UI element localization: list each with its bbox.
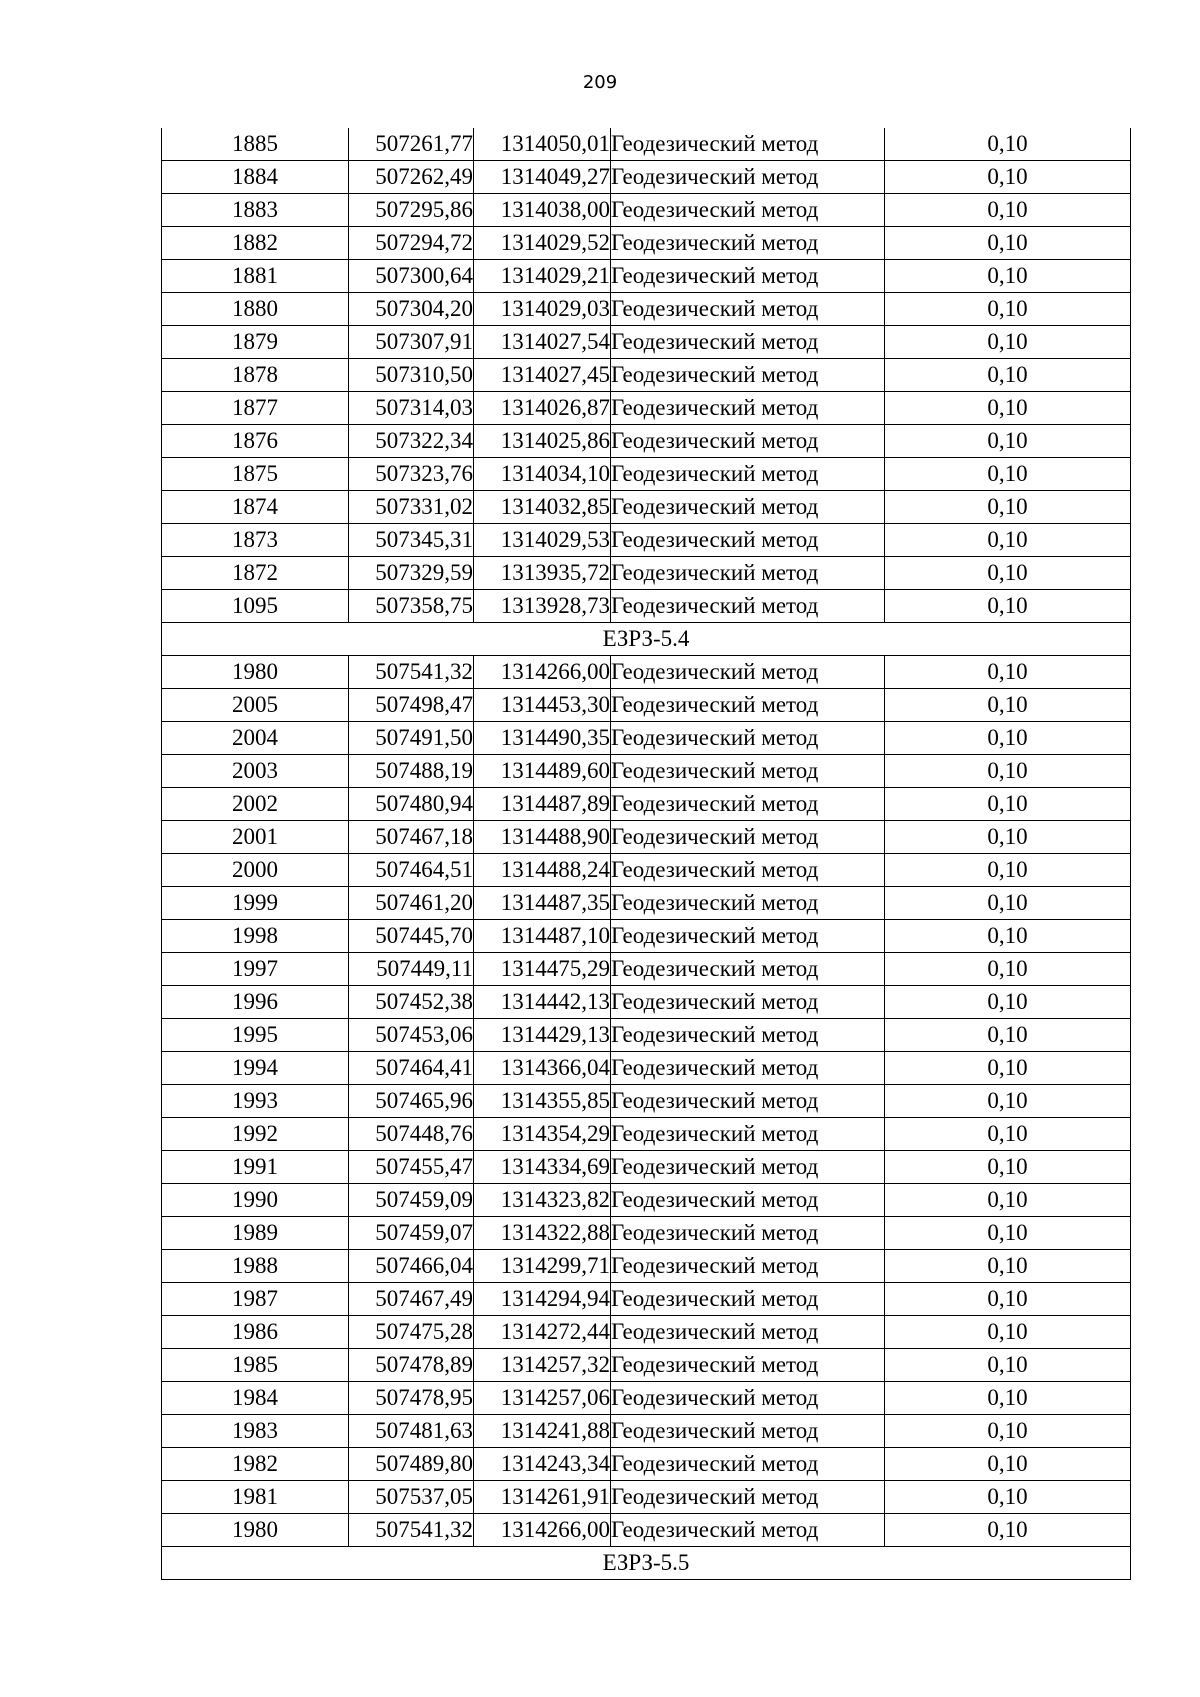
table-row	[162, 161, 1131, 194]
method-cell: Геодезический метод	[611, 821, 885, 854]
accuracy-cell: 0,10	[885, 1151, 1131, 1184]
accuracy-cell: 0,10	[885, 1019, 1131, 1052]
table-row	[162, 1217, 1131, 1250]
y-coordinate-cell: 1314050,01	[474, 128, 611, 161]
y-coordinate-cell: 1314366,04	[474, 1052, 611, 1085]
y-coordinate-cell: 1314294,94	[474, 1283, 611, 1316]
x-coordinate-cell: 507475,28	[349, 1316, 474, 1349]
table-row	[162, 1448, 1131, 1481]
y-coordinate-cell: 1314029,53	[474, 524, 611, 557]
point-number-cell: 1993	[162, 1085, 349, 1118]
y-coordinate-cell: 1314257,06	[474, 1382, 611, 1415]
accuracy-cell: 0,10	[885, 1052, 1131, 1085]
method-cell: Геодезический метод	[611, 920, 885, 953]
section-title: ЕЗРЗ-5.4	[162, 623, 1131, 656]
y-coordinate-cell: 1314029,21	[474, 260, 611, 293]
point-number-cell: 2003	[162, 755, 349, 788]
method-cell: Геодезический метод	[611, 1184, 885, 1217]
accuracy-cell: 0,10	[885, 557, 1131, 590]
y-coordinate-cell: 1314354,29	[474, 1118, 611, 1151]
table-row	[162, 1118, 1131, 1151]
method-cell: Геодезический метод	[611, 755, 885, 788]
accuracy-cell: 0,10	[885, 458, 1131, 491]
table-row	[162, 986, 1131, 1019]
point-number-cell: 2002	[162, 788, 349, 821]
method-cell: Геодезический метод	[611, 887, 885, 920]
accuracy-cell: 0,10	[885, 392, 1131, 425]
method-cell: Геодезический метод	[611, 656, 885, 689]
point-number-cell: 1986	[162, 1316, 349, 1349]
method-cell: Геодезический метод	[611, 986, 885, 1019]
y-coordinate-cell: 1314488,24	[474, 854, 611, 887]
x-coordinate-cell: 507314,03	[349, 392, 474, 425]
table-row	[162, 227, 1131, 260]
table-row	[162, 425, 1131, 458]
point-number-cell: 1872	[162, 557, 349, 590]
x-coordinate-cell: 507322,34	[349, 425, 474, 458]
method-cell: Геодезический метод	[611, 128, 885, 161]
point-number-cell: 2005	[162, 689, 349, 722]
y-coordinate-cell: 1314323,82	[474, 1184, 611, 1217]
table-row	[162, 557, 1131, 590]
y-coordinate-cell: 1314489,60	[474, 755, 611, 788]
point-number-cell: 1992	[162, 1118, 349, 1151]
y-coordinate-cell: 1314029,52	[474, 227, 611, 260]
x-coordinate-cell: 507452,38	[349, 986, 474, 1019]
x-coordinate-cell: 507449,11	[349, 953, 474, 986]
table-row	[162, 689, 1131, 722]
accuracy-cell: 0,10	[885, 1250, 1131, 1283]
point-number-cell: 1876	[162, 425, 349, 458]
point-number-cell: 1880	[162, 293, 349, 326]
x-coordinate-cell: 507331,02	[349, 491, 474, 524]
y-coordinate-cell: 1314027,45	[474, 359, 611, 392]
x-coordinate-cell: 507467,18	[349, 821, 474, 854]
table-row	[162, 1283, 1131, 1316]
x-coordinate-cell: 507461,20	[349, 887, 474, 920]
y-coordinate-cell: 1314049,27	[474, 161, 611, 194]
accuracy-cell: 0,10	[885, 1448, 1131, 1481]
x-coordinate-cell: 507464,51	[349, 854, 474, 887]
table-row	[162, 491, 1131, 524]
x-coordinate-cell: 507541,32	[349, 656, 474, 689]
method-cell: Геодезический метод	[611, 491, 885, 524]
accuracy-cell: 0,10	[885, 491, 1131, 524]
x-coordinate-cell: 507295,86	[349, 194, 474, 227]
point-number-cell: 2004	[162, 722, 349, 755]
x-coordinate-cell: 507541,32	[349, 1514, 474, 1547]
y-coordinate-cell: 1314029,03	[474, 293, 611, 326]
x-coordinate-cell: 507261,77	[349, 128, 474, 161]
y-coordinate-cell: 1314299,71	[474, 1250, 611, 1283]
x-coordinate-cell: 507345,31	[349, 524, 474, 557]
y-coordinate-cell: 1314266,00	[474, 1514, 611, 1547]
x-coordinate-cell: 507358,75	[349, 590, 474, 623]
method-cell: Геодезический метод	[611, 854, 885, 887]
accuracy-cell: 0,10	[885, 755, 1131, 788]
x-coordinate-cell: 507453,06	[349, 1019, 474, 1052]
point-number-cell: 1997	[162, 953, 349, 986]
point-number-cell: 2000	[162, 854, 349, 887]
table-row	[162, 1481, 1131, 1514]
point-number-cell: 1995	[162, 1019, 349, 1052]
accuracy-cell: 0,10	[885, 788, 1131, 821]
coordinates-table	[161, 128, 1131, 1580]
accuracy-cell: 0,10	[885, 590, 1131, 623]
accuracy-cell: 0,10	[885, 656, 1131, 689]
point-number-cell: 1998	[162, 920, 349, 953]
table-row	[162, 755, 1131, 788]
x-coordinate-cell: 507480,94	[349, 788, 474, 821]
accuracy-cell: 0,10	[885, 326, 1131, 359]
y-coordinate-cell: 1314257,32	[474, 1349, 611, 1382]
y-coordinate-cell: 1314490,35	[474, 722, 611, 755]
method-cell: Геодезический метод	[611, 392, 885, 425]
table-row	[162, 1514, 1131, 1547]
method-cell: Геодезический метод	[611, 227, 885, 260]
y-coordinate-cell: 1313928,73	[474, 590, 611, 623]
y-coordinate-cell: 1314475,29	[474, 953, 611, 986]
table-row	[162, 458, 1131, 491]
accuracy-cell: 0,10	[885, 425, 1131, 458]
accuracy-cell: 0,10	[885, 953, 1131, 986]
y-coordinate-cell: 1314027,54	[474, 326, 611, 359]
point-number-cell: 1983	[162, 1415, 349, 1448]
point-number-cell: 1982	[162, 1448, 349, 1481]
table-row	[162, 194, 1131, 227]
x-coordinate-cell: 507498,47	[349, 689, 474, 722]
y-coordinate-cell: 1314487,35	[474, 887, 611, 920]
x-coordinate-cell: 507478,95	[349, 1382, 474, 1415]
method-cell: Геодезический метод	[611, 1283, 885, 1316]
table-row	[162, 1316, 1131, 1349]
x-coordinate-cell: 507467,49	[349, 1283, 474, 1316]
x-coordinate-cell: 507537,05	[349, 1481, 474, 1514]
y-coordinate-cell: 1314026,87	[474, 392, 611, 425]
method-cell: Геодезический метод	[611, 359, 885, 392]
point-number-cell: 1095	[162, 590, 349, 623]
accuracy-cell: 0,10	[885, 920, 1131, 953]
accuracy-cell: 0,10	[885, 359, 1131, 392]
point-number-cell: 1996	[162, 986, 349, 1019]
method-cell: Геодезический метод	[611, 326, 885, 359]
table-row	[162, 953, 1131, 986]
section-title: ЕЗРЗ-5.5	[162, 1547, 1131, 1580]
method-cell: Геодезический метод	[611, 1514, 885, 1547]
method-cell: Геодезический метод	[611, 425, 885, 458]
x-coordinate-cell: 507488,19	[349, 755, 474, 788]
x-coordinate-cell: 507323,76	[349, 458, 474, 491]
point-number-cell: 1885	[162, 128, 349, 161]
point-number-cell: 1989	[162, 1217, 349, 1250]
accuracy-cell: 0,10	[885, 1514, 1131, 1547]
point-number-cell: 1879	[162, 326, 349, 359]
y-coordinate-cell: 1314453,30	[474, 689, 611, 722]
x-coordinate-cell: 507459,09	[349, 1184, 474, 1217]
method-cell: Геодезический метод	[611, 1019, 885, 1052]
point-number-cell: 1980	[162, 1514, 349, 1547]
point-number-cell: 1985	[162, 1349, 349, 1382]
accuracy-cell: 0,10	[885, 1316, 1131, 1349]
y-coordinate-cell: 1314266,00	[474, 656, 611, 689]
y-coordinate-cell: 1314442,13	[474, 986, 611, 1019]
y-coordinate-cell: 1314429,13	[474, 1019, 611, 1052]
point-number-cell: 1884	[162, 161, 349, 194]
y-coordinate-cell: 1314025,86	[474, 425, 611, 458]
point-number-cell: 2001	[162, 821, 349, 854]
table-row	[162, 392, 1131, 425]
y-coordinate-cell: 1314488,90	[474, 821, 611, 854]
x-coordinate-cell: 507300,64	[349, 260, 474, 293]
table-row	[162, 590, 1131, 623]
method-cell: Геодезический метод	[611, 1349, 885, 1382]
point-number-cell: 1988	[162, 1250, 349, 1283]
method-cell: Геодезический метод	[611, 1151, 885, 1184]
method-cell: Геодезический метод	[611, 1415, 885, 1448]
point-number-cell: 1877	[162, 392, 349, 425]
y-coordinate-cell: 1314322,88	[474, 1217, 611, 1250]
point-number-cell: 1878	[162, 359, 349, 392]
accuracy-cell: 0,10	[885, 1283, 1131, 1316]
method-cell: Геодезический метод	[611, 590, 885, 623]
accuracy-cell: 0,10	[885, 689, 1131, 722]
accuracy-cell: 0,10	[885, 128, 1131, 161]
table-row	[162, 293, 1131, 326]
point-number-cell: 1874	[162, 491, 349, 524]
x-coordinate-cell: 507459,07	[349, 1217, 474, 1250]
table-row	[162, 1184, 1131, 1217]
accuracy-cell: 0,10	[885, 293, 1131, 326]
point-number-cell: 1873	[162, 524, 349, 557]
table-row	[162, 128, 1131, 161]
coordinates-table-body	[162, 128, 1131, 1580]
section-header-row	[162, 623, 1131, 656]
y-coordinate-cell: 1314038,00	[474, 194, 611, 227]
accuracy-cell: 0,10	[885, 260, 1131, 293]
method-cell: Геодезический метод	[611, 1382, 885, 1415]
point-number-cell: 1990	[162, 1184, 349, 1217]
page-number: 209	[582, 72, 618, 93]
point-number-cell: 1980	[162, 656, 349, 689]
accuracy-cell: 0,10	[885, 821, 1131, 854]
x-coordinate-cell: 507304,20	[349, 293, 474, 326]
x-coordinate-cell: 507310,50	[349, 359, 474, 392]
table-row	[162, 1151, 1131, 1184]
table-row	[162, 1349, 1131, 1382]
x-coordinate-cell: 507294,72	[349, 227, 474, 260]
section-header-row	[162, 1547, 1131, 1580]
method-cell: Геодезический метод	[611, 161, 885, 194]
table-row	[162, 854, 1131, 887]
x-coordinate-cell: 507478,89	[349, 1349, 474, 1382]
table-row	[162, 1382, 1131, 1415]
y-coordinate-cell: 1314334,69	[474, 1151, 611, 1184]
method-cell: Геодезический метод	[611, 557, 885, 590]
table-row	[162, 821, 1131, 854]
x-coordinate-cell: 507465,96	[349, 1085, 474, 1118]
x-coordinate-cell: 507445,70	[349, 920, 474, 953]
y-coordinate-cell: 1314241,88	[474, 1415, 611, 1448]
x-coordinate-cell: 507464,41	[349, 1052, 474, 1085]
table-row	[162, 920, 1131, 953]
x-coordinate-cell: 507448,76	[349, 1118, 474, 1151]
method-cell: Геодезический метод	[611, 194, 885, 227]
y-coordinate-cell: 1314034,10	[474, 458, 611, 491]
accuracy-cell: 0,10	[885, 887, 1131, 920]
accuracy-cell: 0,10	[885, 1349, 1131, 1382]
table-row	[162, 1250, 1131, 1283]
table-row	[162, 788, 1131, 821]
method-cell: Геодезический метод	[611, 1118, 885, 1151]
point-number-cell: 1883	[162, 194, 349, 227]
point-number-cell: 1994	[162, 1052, 349, 1085]
x-coordinate-cell: 507455,47	[349, 1151, 474, 1184]
table-row	[162, 656, 1131, 689]
method-cell: Геодезический метод	[611, 1448, 885, 1481]
method-cell: Геодезический метод	[611, 1250, 885, 1283]
y-coordinate-cell: 1314261,91	[474, 1481, 611, 1514]
x-coordinate-cell: 507466,04	[349, 1250, 474, 1283]
y-coordinate-cell: 1314032,85	[474, 491, 611, 524]
method-cell: Геодезический метод	[611, 788, 885, 821]
accuracy-cell: 0,10	[885, 1085, 1131, 1118]
x-coordinate-cell: 507481,63	[349, 1415, 474, 1448]
table-row	[162, 260, 1131, 293]
method-cell: Геодезический метод	[611, 1085, 885, 1118]
y-coordinate-cell: 1314487,89	[474, 788, 611, 821]
accuracy-cell: 0,10	[885, 161, 1131, 194]
table-row	[162, 359, 1131, 392]
method-cell: Геодезический метод	[611, 953, 885, 986]
point-number-cell: 1987	[162, 1283, 349, 1316]
point-number-cell: 1882	[162, 227, 349, 260]
accuracy-cell: 0,10	[885, 194, 1131, 227]
accuracy-cell: 0,10	[885, 227, 1131, 260]
point-number-cell: 1999	[162, 887, 349, 920]
method-cell: Геодезический метод	[611, 689, 885, 722]
method-cell: Геодезический метод	[611, 524, 885, 557]
x-coordinate-cell: 507307,91	[349, 326, 474, 359]
accuracy-cell: 0,10	[885, 1184, 1131, 1217]
point-number-cell: 1991	[162, 1151, 349, 1184]
accuracy-cell: 0,10	[885, 1118, 1131, 1151]
method-cell: Геодезический метод	[611, 293, 885, 326]
accuracy-cell: 0,10	[885, 986, 1131, 1019]
x-coordinate-cell: 507491,50	[349, 722, 474, 755]
point-number-cell: 1881	[162, 260, 349, 293]
table-row	[162, 524, 1131, 557]
table-row	[162, 326, 1131, 359]
accuracy-cell: 0,10	[885, 1382, 1131, 1415]
method-cell: Геодезический метод	[611, 458, 885, 491]
accuracy-cell: 0,10	[885, 722, 1131, 755]
x-coordinate-cell: 507262,49	[349, 161, 474, 194]
y-coordinate-cell: 1314243,34	[474, 1448, 611, 1481]
method-cell: Геодезический метод	[611, 722, 885, 755]
y-coordinate-cell: 1314487,10	[474, 920, 611, 953]
accuracy-cell: 0,10	[885, 1217, 1131, 1250]
accuracy-cell: 0,10	[885, 1415, 1131, 1448]
table-row	[162, 1019, 1131, 1052]
y-coordinate-cell: 1314272,44	[474, 1316, 611, 1349]
x-coordinate-cell: 507329,59	[349, 557, 474, 590]
point-number-cell: 1981	[162, 1481, 349, 1514]
accuracy-cell: 0,10	[885, 854, 1131, 887]
accuracy-cell: 0,10	[885, 1481, 1131, 1514]
table-row	[162, 887, 1131, 920]
y-coordinate-cell: 1313935,72	[474, 557, 611, 590]
table-row	[162, 1052, 1131, 1085]
x-coordinate-cell: 507489,80	[349, 1448, 474, 1481]
method-cell: Геодезический метод	[611, 1052, 885, 1085]
table-row	[162, 1415, 1131, 1448]
table-row	[162, 722, 1131, 755]
method-cell: Геодезический метод	[611, 1217, 885, 1250]
point-number-cell: 1984	[162, 1382, 349, 1415]
method-cell: Геодезический метод	[611, 1316, 885, 1349]
y-coordinate-cell: 1314355,85	[474, 1085, 611, 1118]
method-cell: Геодезический метод	[611, 1481, 885, 1514]
method-cell: Геодезический метод	[611, 260, 885, 293]
table-row	[162, 1085, 1131, 1118]
accuracy-cell: 0,10	[885, 524, 1131, 557]
point-number-cell: 1875	[162, 458, 349, 491]
